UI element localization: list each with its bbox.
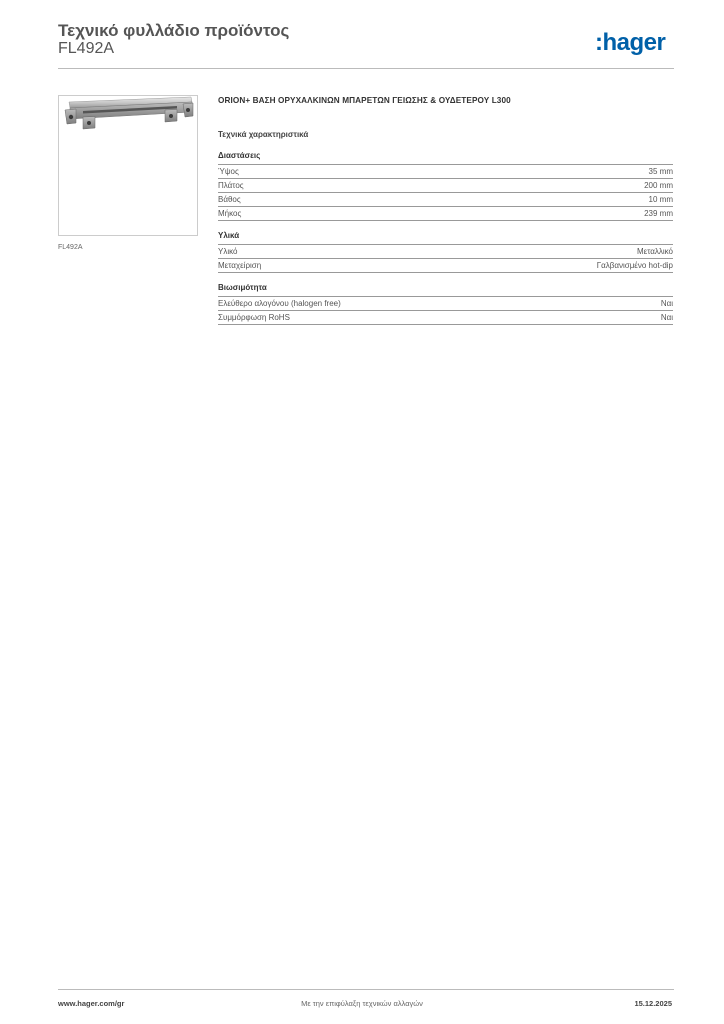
product-image xyxy=(58,95,198,236)
footer-date: 15.12.2025 xyxy=(634,999,672,1008)
spec-value: Γαλβανισμένο hot-dip xyxy=(596,261,673,270)
product-code: FL492A xyxy=(58,40,115,57)
spec-label: Συμμόρφωση RoHS xyxy=(218,313,290,322)
section-heading-materials: Υλικά xyxy=(218,231,673,245)
hager-logo xyxy=(595,28,675,58)
spec-value: Ναι xyxy=(660,313,673,322)
spec-label: Υλικό xyxy=(218,247,238,256)
spec-label: Μεταχείριση xyxy=(218,261,262,270)
header-divider xyxy=(58,68,674,69)
spec-label: Ελεύθερο αλογόνου (halogen free) xyxy=(218,299,341,308)
footer-divider xyxy=(58,989,674,990)
page-title: Τεχνικό φυλλάδιο προϊόντος xyxy=(58,21,290,40)
footer-website-link[interactable]: www.hager.com/gr xyxy=(58,999,125,1008)
spec-row-treatment xyxy=(218,259,673,273)
product-title: ORION+ ΒΑΣΗ ΟΡΥΧΑΛΚΙΝΩΝ ΜΠΑΡΕΤΩΝ ΓΕΙΩΣΗΣ & ΟΥΔΕΤΕΡΟΥ L300 xyxy=(218,96,511,105)
spec-value: Μεταλλικό xyxy=(636,247,673,256)
section-heading-dimensions: Διαστάσεις xyxy=(218,151,673,165)
spec-row-width xyxy=(218,179,673,193)
section-heading-sustainability: Βιωσιμότητα xyxy=(218,283,673,297)
spec-label: Πλάτος xyxy=(218,181,244,190)
spec-value: 35 mm xyxy=(648,167,673,176)
image-caption: FL492A xyxy=(58,244,83,251)
specs-heading: Τεχνικά χαρακτηριστικά xyxy=(218,130,309,139)
spec-row-height xyxy=(218,165,673,179)
spec-label: Μήκος xyxy=(218,209,242,218)
spec-row-material xyxy=(218,245,673,259)
spec-label: Βάθος xyxy=(218,195,241,204)
product-details xyxy=(218,96,673,325)
spec-value: 200 mm xyxy=(644,181,673,190)
spec-row-halogen-free xyxy=(218,297,673,311)
hager-logo-text: :hager xyxy=(595,29,666,56)
spec-value: 10 mm xyxy=(648,195,673,204)
spec-row-depth xyxy=(218,193,673,207)
spec-label: Ύψος xyxy=(218,167,239,176)
spec-row-rohs xyxy=(218,311,673,325)
spec-value: 239 mm xyxy=(644,209,673,218)
mounting-bracket-illustration xyxy=(59,96,197,235)
spec-value: Ναι xyxy=(660,299,673,308)
spec-row-length xyxy=(218,207,673,221)
footer-notice: Με την επιφύλαξη τεχνικών αλλαγών xyxy=(301,999,423,1008)
